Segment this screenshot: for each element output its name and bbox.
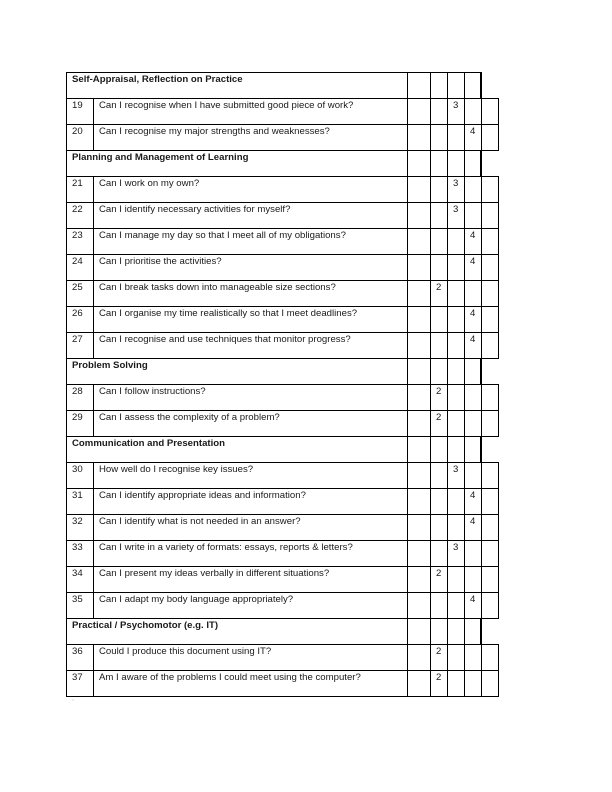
rating-cell-2: 2 — [430, 566, 448, 593]
rating-cell-4: 4 — [464, 514, 482, 541]
rating-cell-1 — [407, 462, 431, 489]
question-row — [66, 540, 499, 566]
question-text: Can I prioritise the activities? — [93, 254, 408, 281]
rating-cell-5 — [481, 306, 499, 333]
rating-cell-1 — [407, 644, 431, 671]
rating-cell-4: 4 — [464, 332, 482, 359]
question-text: How well do I recognise key issues? — [93, 462, 408, 489]
rating-cell-1 — [407, 280, 431, 307]
question-number: 37 — [66, 670, 94, 697]
rating-cell-3 — [447, 332, 465, 359]
rating-cell-2 — [430, 306, 448, 333]
rating-cell-1 — [407, 228, 431, 255]
rating-cell-3 — [447, 72, 465, 99]
question-text: Can I recognise my major strengths and weaknesses? — [93, 124, 408, 151]
rating-cell-2: 2 — [430, 410, 448, 437]
stray-mark: ` — [72, 700, 75, 707]
rating-cell-3 — [447, 228, 465, 255]
question-text: Can I organise my time realistically so that I meet deadlines? — [93, 306, 408, 333]
question-number: 23 — [66, 228, 94, 255]
question-row — [66, 202, 499, 228]
question-text: Can I identify appropriate ideas and information? — [93, 488, 408, 515]
rating-cell-1 — [407, 98, 431, 125]
rating-cell-1 — [407, 566, 431, 593]
rating-cell-5 — [481, 514, 499, 541]
rating-cell-4 — [464, 410, 482, 437]
rating-cell-2: 2 — [430, 384, 448, 411]
question-number: 30 — [66, 462, 94, 489]
rating-cell-3 — [447, 644, 465, 671]
question-text: Can I adapt my body language appropriately? — [93, 592, 408, 619]
question-row — [66, 228, 499, 254]
rating-cell-1 — [407, 306, 431, 333]
rating-cell-3 — [447, 280, 465, 307]
rating-cell-1 — [407, 436, 431, 463]
rating-cell-2 — [430, 462, 448, 489]
rating-cell-4: 4 — [464, 124, 482, 151]
section-title: Practical / Psychomotor (e.g. IT) — [66, 618, 408, 645]
rating-cell-3 — [447, 488, 465, 515]
question-number: 28 — [66, 384, 94, 411]
rating-cell-5 — [481, 280, 499, 307]
rating-cell-3 — [447, 566, 465, 593]
question-row — [66, 592, 499, 618]
question-number: 20 — [66, 124, 94, 151]
question-number: 22 — [66, 202, 94, 229]
rating-cell-2 — [430, 540, 448, 567]
question-text: Can I present my ideas verbally in different situations? — [93, 566, 408, 593]
rating-cell-4 — [464, 436, 482, 463]
rating-cell-2 — [430, 332, 448, 359]
question-row — [66, 384, 499, 410]
question-number: 26 — [66, 306, 94, 333]
rating-cell-2: 2 — [430, 644, 448, 671]
rating-cell-3: 3 — [447, 176, 465, 203]
rating-cell-5 — [481, 670, 499, 697]
question-row — [66, 176, 499, 202]
rating-cell-2 — [430, 176, 448, 203]
rating-cell-5 — [481, 592, 499, 619]
rating-cell-4 — [464, 670, 482, 697]
rating-cell-3 — [447, 670, 465, 697]
rating-cell-5 — [481, 540, 499, 567]
rating-cell-1 — [407, 410, 431, 437]
rating-cell-3 — [447, 124, 465, 151]
question-text: Can I break tasks down into manageable size sections? — [93, 280, 408, 307]
rating-cell-2 — [430, 254, 448, 281]
rating-cell-3: 3 — [447, 462, 465, 489]
question-number: 21 — [66, 176, 94, 203]
rating-cell-5 — [481, 98, 499, 125]
question-number: 35 — [66, 592, 94, 619]
question-text: Could I produce this document using IT? — [93, 644, 408, 671]
rating-cell-5 — [481, 410, 499, 437]
rating-cell-5 — [481, 384, 499, 411]
question-row — [66, 332, 499, 358]
rating-cell-3 — [447, 436, 465, 463]
rating-cell-5 — [481, 124, 499, 151]
rating-cell-1 — [407, 254, 431, 281]
rating-cell-3: 3 — [447, 98, 465, 125]
rating-cell-3 — [447, 410, 465, 437]
rating-cell-2 — [430, 98, 448, 125]
rating-cell-4: 4 — [464, 228, 482, 255]
rating-cell-2 — [430, 514, 448, 541]
question-row — [66, 306, 499, 332]
section-title: Self-Appraisal, Reflection on Practice — [66, 72, 408, 99]
rating-cell-4 — [464, 644, 482, 671]
rating-cell-1 — [407, 540, 431, 567]
rating-cell-5 — [481, 254, 499, 281]
question-text: Can I work on my own? — [93, 176, 408, 203]
rating-cell-1 — [407, 332, 431, 359]
rating-cell-3 — [447, 618, 465, 645]
rating-cell-1 — [407, 150, 431, 177]
question-row — [66, 98, 499, 124]
question-number: 33 — [66, 540, 94, 567]
question-text: Can I manage my day so that I meet all of my obligations? — [93, 228, 408, 255]
question-text: Can I identify necessary activities for myself? — [93, 202, 408, 229]
rating-cell-2 — [430, 124, 448, 151]
rating-cell-2 — [430, 202, 448, 229]
rating-cell-4 — [464, 150, 482, 177]
rating-cell-1 — [407, 124, 431, 151]
question-text: Am I aware of the problems I could meet using the computer? — [93, 670, 408, 697]
rating-cell-1 — [407, 488, 431, 515]
question-row — [66, 254, 499, 280]
rating-cell-5 — [481, 228, 499, 255]
rating-cell-1 — [407, 592, 431, 619]
rating-cell-1 — [407, 358, 431, 385]
section-header-row — [66, 618, 499, 644]
rating-cell-4 — [464, 202, 482, 229]
question-number: 27 — [66, 332, 94, 359]
question-number: 19 — [66, 98, 94, 125]
rating-cell-3 — [447, 358, 465, 385]
rating-cell-4 — [464, 358, 482, 385]
question-text: Can I write in a variety of formats: essays, reports & letters? — [93, 540, 408, 567]
rating-cell-1 — [407, 670, 431, 697]
rating-cell-2 — [430, 150, 448, 177]
question-text: Can I assess the complexity of a problem? — [93, 410, 408, 437]
section-header-row — [66, 72, 499, 98]
question-number: 36 — [66, 644, 94, 671]
rating-cell-5 — [481, 644, 499, 671]
rating-cell-4 — [464, 98, 482, 125]
section-title: Planning and Management of Learning — [66, 150, 408, 177]
question-row — [66, 488, 499, 514]
rating-cell-5 — [481, 462, 499, 489]
rating-cell-4 — [464, 176, 482, 203]
rating-cell-4 — [464, 566, 482, 593]
rating-cell-3: 3 — [447, 202, 465, 229]
question-row — [66, 280, 499, 306]
section-header-row — [66, 150, 499, 176]
rating-cell-3 — [447, 254, 465, 281]
question-row — [66, 514, 499, 540]
question-row — [66, 124, 499, 150]
rating-cell-5 — [481, 488, 499, 515]
rating-cell-4: 4 — [464, 306, 482, 333]
rating-cell-4 — [464, 384, 482, 411]
rating-cell-5 — [481, 332, 499, 359]
rating-cell-5 — [481, 202, 499, 229]
section-title: Problem Solving — [66, 358, 408, 385]
section-header-row — [66, 358, 499, 384]
rating-cell-1 — [407, 72, 431, 99]
question-number: 34 — [66, 566, 94, 593]
question-row — [66, 644, 499, 670]
rating-cell-3 — [447, 384, 465, 411]
rating-cell-5 — [481, 176, 499, 203]
rating-cell-2 — [430, 618, 448, 645]
self-assessment-table — [66, 72, 499, 696]
question-number: 24 — [66, 254, 94, 281]
rating-cell-4: 4 — [464, 488, 482, 515]
rating-cell-4 — [464, 540, 482, 567]
rating-cell-2: 2 — [430, 280, 448, 307]
question-row — [66, 566, 499, 592]
rating-cell-4: 4 — [464, 592, 482, 619]
question-number: 31 — [66, 488, 94, 515]
rating-cell-4: 4 — [464, 254, 482, 281]
rating-cell-2 — [430, 72, 448, 99]
rating-cell-3 — [447, 306, 465, 333]
rating-cell-3 — [447, 514, 465, 541]
rating-cell-2 — [430, 436, 448, 463]
rating-cell-1 — [407, 514, 431, 541]
rating-cell-2 — [430, 358, 448, 385]
question-number: 29 — [66, 410, 94, 437]
rating-cell-1 — [407, 618, 431, 645]
section-header-row — [66, 436, 499, 462]
rating-cell-1 — [407, 384, 431, 411]
rating-cell-4 — [464, 72, 482, 99]
question-number: 32 — [66, 514, 94, 541]
rating-cell-1 — [407, 202, 431, 229]
rating-cell-5 — [481, 566, 499, 593]
question-row — [66, 462, 499, 488]
rating-cell-1 — [407, 176, 431, 203]
rating-cell-3: 3 — [447, 540, 465, 567]
question-row — [66, 670, 499, 696]
rating-cell-3 — [447, 150, 465, 177]
question-text: Can I follow instructions? — [93, 384, 408, 411]
section-title: Communication and Presentation — [66, 436, 408, 463]
question-text: Can I recognise when I have submitted good piece of work? — [93, 98, 408, 125]
question-row — [66, 410, 499, 436]
rating-cell-2 — [430, 488, 448, 515]
rating-cell-4 — [464, 618, 482, 645]
question-number: 25 — [66, 280, 94, 307]
question-text: Can I recognise and use techniques that monitor progress? — [93, 332, 408, 359]
rating-cell-2 — [430, 228, 448, 255]
question-text: Can I identify what is not needed in an answer? — [93, 514, 408, 541]
rating-cell-3 — [447, 592, 465, 619]
rating-cell-4 — [464, 462, 482, 489]
rating-cell-2: 2 — [430, 670, 448, 697]
rating-cell-2 — [430, 592, 448, 619]
rating-cell-4 — [464, 280, 482, 307]
